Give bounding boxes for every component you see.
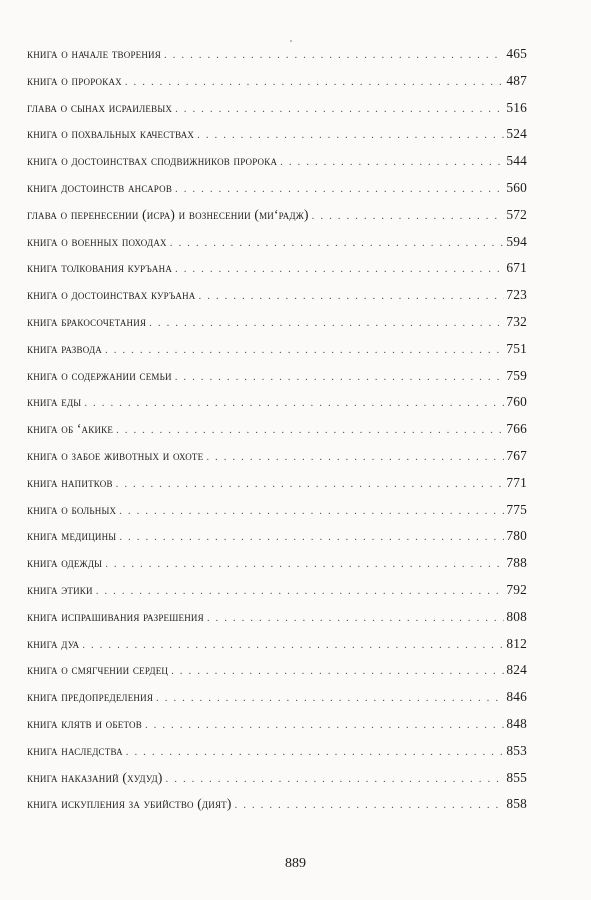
toc-entry-title: книга о больных (27, 501, 117, 517)
dot-leader (119, 531, 504, 543)
page-number: 889 (285, 856, 306, 871)
toc-entry (27, 46, 527, 73)
toc-entry (27, 260, 527, 287)
dot-leader (156, 692, 504, 704)
toc-entry (27, 126, 527, 153)
toc-entry-page: 824 (506, 662, 527, 678)
dot-leader (105, 558, 504, 570)
dot-leader (207, 612, 505, 624)
dot-leader (116, 478, 505, 490)
dot-leader (175, 371, 505, 383)
dot-leader (175, 263, 504, 275)
toc-entry-page: 858 (506, 796, 527, 812)
toc-entry-title: книга о пророках (27, 72, 122, 88)
toc-entry-page: 524 (506, 126, 527, 142)
dot-leader (175, 103, 504, 115)
toc-entry-page: 487 (506, 72, 527, 88)
toc-entry-page: 848 (506, 715, 527, 731)
toc-entry-page: 516 (506, 99, 527, 115)
toc-entry (27, 73, 527, 100)
toc-entry-page: 544 (506, 153, 527, 169)
toc-entry-page: 775 (506, 501, 527, 517)
dot-leader (206, 451, 504, 463)
toc-entry (27, 662, 527, 689)
toc-entry (27, 153, 527, 180)
toc-entry (27, 475, 527, 502)
toc-entry-title: книга предопределения (27, 689, 154, 705)
dot-leader (280, 156, 504, 168)
toc-entry-title: книга дуа (27, 635, 80, 651)
dot-leader (166, 773, 505, 785)
toc-entry-title: глава о сынах исраилевых (27, 99, 173, 115)
toc-entry-title: книга о смягчении сердец (27, 662, 169, 678)
toc-entry (27, 528, 527, 555)
dot-leader (82, 639, 504, 651)
dot-leader (197, 129, 504, 141)
dot-leader (125, 76, 504, 88)
toc-entry-title: книга достоинств ансаров (27, 179, 173, 195)
dot-leader (312, 210, 505, 222)
toc-entry (27, 394, 527, 421)
toc-entry-page: 560 (506, 179, 527, 195)
toc-entry-title: глава о перенесении (исра) и вознесении (миʻрадж) (27, 206, 309, 222)
dot-leader (199, 290, 505, 302)
toc-entry-page: 767 (506, 447, 527, 463)
dot-leader (116, 424, 504, 436)
toc-entry (27, 180, 527, 207)
toc-entry (27, 582, 527, 609)
toc-entry (27, 234, 527, 261)
toc-entry (27, 770, 527, 797)
toc-entry-page: 759 (506, 367, 527, 383)
toc-entry-title: книга бракосочетания (27, 313, 147, 329)
toc-entry-page: 465 (506, 46, 527, 61)
toc-entry-title: книга об ʻакике (27, 421, 114, 437)
toc-entry (27, 555, 527, 582)
toc-entry (27, 796, 527, 823)
dot-leader (96, 585, 505, 597)
toc-entry (27, 421, 527, 448)
toc-entry-title: книга искупления за убийство (дият) (27, 796, 232, 812)
toc-entry-title: книга этики (27, 581, 93, 597)
toc-entry-page: 751 (506, 340, 527, 356)
toc-entry-title: книга еды (27, 394, 82, 410)
print-speck (290, 40, 292, 42)
dot-leader (175, 183, 504, 195)
toc-entry-title: книга медицины (27, 528, 117, 544)
dot-leader (171, 665, 504, 677)
toc-entry-page: 853 (506, 742, 527, 758)
dot-leader (164, 49, 504, 61)
toc-entry-title: книга испрашивания разрешения (27, 608, 204, 624)
toc-entry-page: 846 (506, 689, 527, 705)
toc-entry (27, 341, 527, 368)
toc-entry-title: книга о начале творения (27, 46, 161, 61)
toc-entry (27, 448, 527, 475)
dot-leader (235, 799, 505, 811)
toc-entry-page: 671 (506, 260, 527, 276)
toc-entry-page: 788 (506, 555, 527, 571)
toc-entry (27, 502, 527, 529)
toc-entry-title: книга одежды (27, 555, 103, 571)
toc-entry-title: книга о достоинствах куръана (27, 287, 196, 303)
toc-entry-title: книга наказаний (худуд) (27, 769, 163, 785)
toc-entry-page: 572 (506, 206, 527, 222)
toc-entry-title: книга о достоинствах сподвижников пророка (27, 153, 278, 169)
toc-entry-page: 732 (506, 313, 527, 329)
toc-entry-page: 594 (506, 233, 527, 249)
toc-entry-title: книга напитков (27, 474, 113, 490)
toc-entry-title: книга о забое животных и охоте (27, 447, 204, 463)
toc-entry-title: книга клятв и обетов (27, 715, 142, 731)
toc-entry-title: книга толкования куръана (27, 260, 173, 276)
toc-entry-page: 808 (506, 608, 527, 624)
toc-entry (27, 287, 527, 314)
dot-leader (126, 746, 505, 758)
toc-entry-page: 780 (506, 528, 527, 544)
toc-entry-page: 855 (506, 769, 527, 785)
toc-entry (27, 368, 527, 395)
table-of-contents (27, 46, 527, 823)
toc-entry (27, 100, 527, 127)
toc-entry-page: 812 (506, 635, 527, 651)
toc-entry (27, 636, 527, 663)
toc-entry (27, 207, 527, 234)
toc-entry-title: книга развода (27, 340, 103, 356)
dot-leader (105, 344, 504, 356)
dot-leader (119, 505, 504, 517)
dot-leader (170, 237, 505, 249)
toc-entry-title: книга о содержании семьи (27, 367, 172, 383)
toc-entry (27, 314, 527, 341)
toc-entry (27, 609, 527, 636)
toc-entry-title: книга о похвальных качествах (27, 126, 195, 142)
toc-entry (27, 689, 527, 716)
dot-leader (145, 719, 504, 731)
toc-entry-page: 723 (506, 287, 527, 303)
toc-entry-page: 771 (506, 474, 527, 490)
dot-leader (149, 317, 504, 329)
toc-entry (27, 716, 527, 743)
toc-entry-page: 792 (506, 581, 527, 597)
toc-entry (27, 743, 527, 770)
toc-entry-page: 766 (506, 421, 527, 437)
dot-leader (84, 397, 504, 409)
toc-entry-page: 760 (506, 394, 527, 410)
toc-entry-title: книга наследства (27, 742, 123, 758)
toc-entry-title: книга о военных походах (27, 233, 167, 249)
